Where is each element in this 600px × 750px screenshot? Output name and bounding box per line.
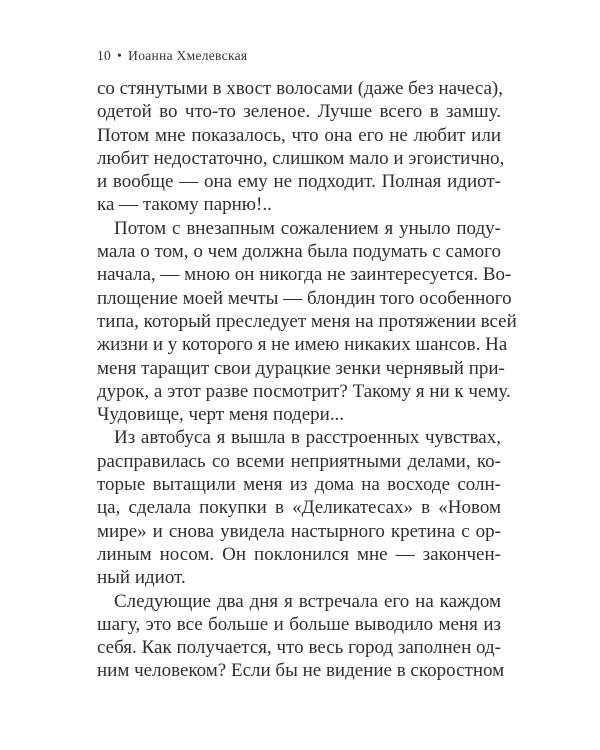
text-line: Из автобуса я вышла в расстроенных чувствах, xyxy=(114,427,501,449)
text-line: линым носом. Он поклонился мне — закончен- xyxy=(97,543,501,565)
text-line: ка — такому парню!.. xyxy=(97,194,272,216)
text-line: мире» и снова увидела настырного кретина с ор- xyxy=(97,520,501,542)
text-line: ный идиот. xyxy=(97,567,186,589)
text-line: Потом мне показалось, что она его не любит или xyxy=(97,124,501,146)
page-number: 10 xyxy=(97,48,112,63)
text-line: Следующие два дня я встречала его на каждом xyxy=(114,590,501,612)
text-line: площение моей мечты — блондин того особенного xyxy=(97,287,512,309)
text-line: меня таращит свои дурацкие зенки чернявый при- xyxy=(97,357,505,379)
text-line: шагу, это все больше и больше выводило меня из xyxy=(97,613,501,635)
text-line: со стянутыми в хвост волосами (даже без начеса), xyxy=(97,78,503,99)
text-line: дурок, а этот разве посмотрит? Такому я ни к чему. xyxy=(97,380,511,402)
text-line: Чудовище, черт меня подери... xyxy=(97,404,345,426)
running-header xyxy=(97,48,247,64)
text-line: ним человеком? Если бы не видение в скоростном xyxy=(97,660,505,682)
text-line: мала о том, о чем должна была подумать с самого xyxy=(97,241,501,263)
author-name: Иоанна Хмелевская xyxy=(128,48,248,63)
text-line: и вообще — она ему не подходит. Полная идиот- xyxy=(97,171,501,193)
text-line: расправилась со всеми неприятными делами, ко- xyxy=(97,450,501,472)
text-line: жизни и у которого я не имею никаких шансов. На xyxy=(97,334,508,356)
text-line: ца, сделала покупки в «Деликатесах» в «Новом xyxy=(97,497,501,519)
text-line: Потом с внезапным сожалением я уныло поду- xyxy=(114,217,501,239)
text-line: себя. Как получается, что весь город заполнен од- xyxy=(97,637,501,659)
body-text xyxy=(97,77,517,683)
text-line: одетой во что-то зеленое. Лучше всего в замшу. xyxy=(97,101,501,123)
text-line: типа, который преследует меня на протяжении всей xyxy=(97,310,517,332)
text-line: любит недостаточно, слишком мало и эгоистично, xyxy=(97,147,505,169)
header-separator: • xyxy=(117,48,123,63)
text-line: торые вытащили меня из дома на восходе солн- xyxy=(97,474,501,496)
text-line: начала, — мною он никогда не заинтересуется. Во- xyxy=(97,264,512,286)
